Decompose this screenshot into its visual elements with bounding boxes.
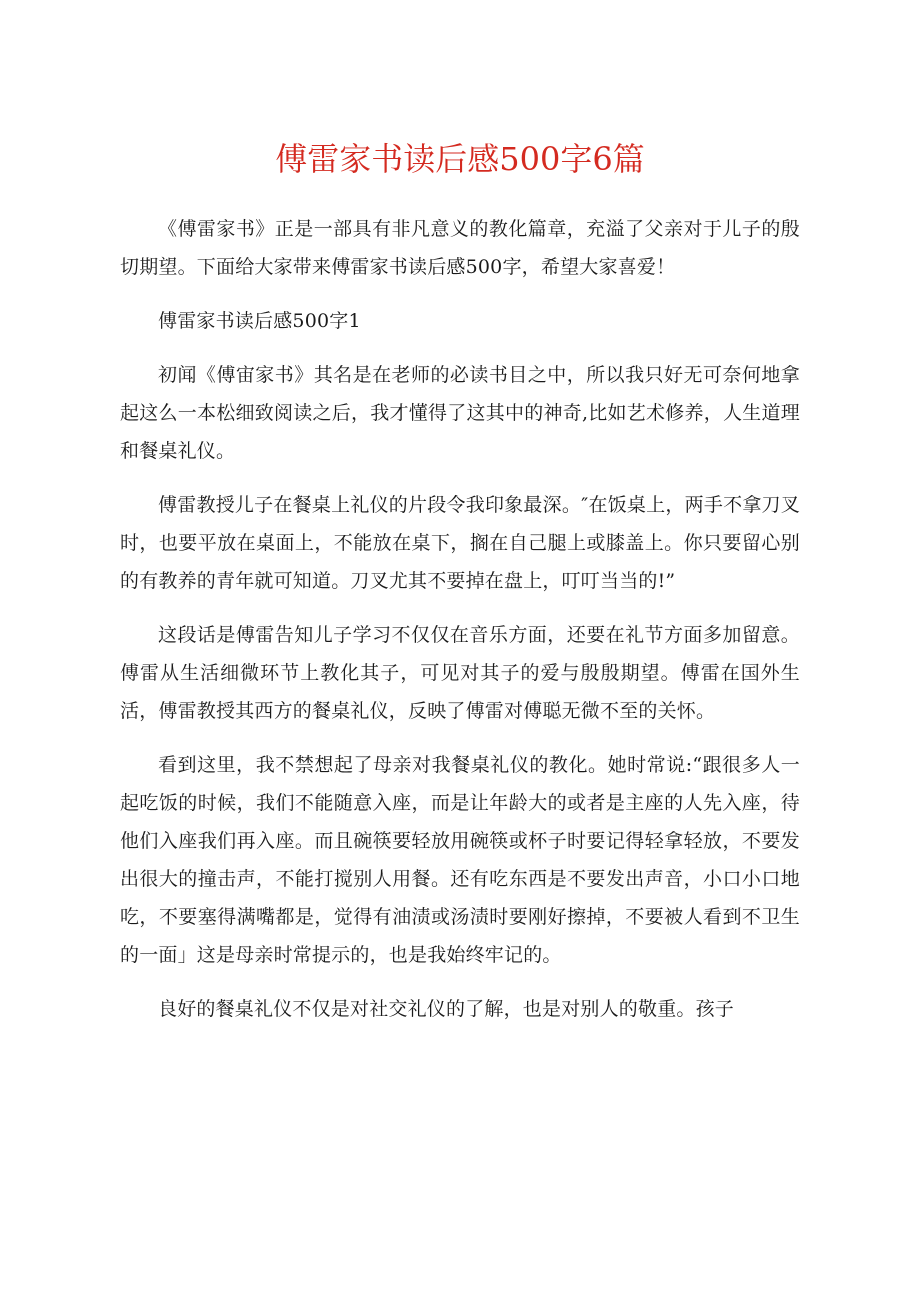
document-body	[120, 210, 800, 1044]
body-paragraph: 这段话是傅雷告知儿子学习不仅仅在音乐方面，还要在礼节方面多加留意。傅雷从生活细微环节上教化其子，可见对其子的爱与殷殷期望。傅雷在国外生活，傅雷教授其西方的餐桌礼仪，反映了傅雷对傅聪无微不至的关怀。	[120, 624, 800, 722]
document-title: 傅雷家书读后感500字6篇	[275, 140, 645, 178]
body-paragraph: 良好的餐桌礼仪不仅是对社交礼仪的了解，也是对别人的敬重。孩子	[158, 998, 735, 1020]
body-paragraph: 看到这里，我不禁想起了母亲对我餐桌礼仪的教化。她时常说:“跟很多人一起吃饭的时候，我们不能随意入座，而是让年龄大的或者是主座的人先入座，待他们入座我们再入座。而且碗筷要轻放用碗筷或杯子时要记得轻拿轻放，不要发出很大的撞击声，不能打搅别人用餐。还有吃东西是不要发出声音，小口小口地吃，不要塞得满嘴都是，觉得有油渍或汤渍时要刚好擦掉，不要被人看到不卫生的一面」这是母亲时常提示的，也是我始终牢记的。	[120, 754, 800, 966]
intro-paragraph: 《傅雷家书》正是一部具有非凡意义的教化篇章，充溢了父亲对于儿子的殷切期望。下面给大家带来傅雷家书读后感500字，希望大家喜爱！	[120, 218, 800, 278]
section-heading: 傅雷家书读后感500字1	[158, 310, 361, 332]
body-paragraph: 傅雷教授儿子在餐桌上礼仪的片段令我印象最深。″在饭桌上，两手不拿刀叉时，也要平放在桌面上，不能放在桌下，搁在自己腿上或膝盖上。你只要留心别的有教养的青年就可知道。刀叉尤其不要掉在盘上，叮叮当当的!”	[120, 494, 800, 592]
body-paragraph: 初闻《傅宙家书》其名是在老师的必读书目之中，所以我只好无可奈何地拿起这么一本松细致阅读之后，我才懂得了这其中的神奇,比如艺术修养，人生道理和餐桌礼仪。	[120, 364, 800, 462]
